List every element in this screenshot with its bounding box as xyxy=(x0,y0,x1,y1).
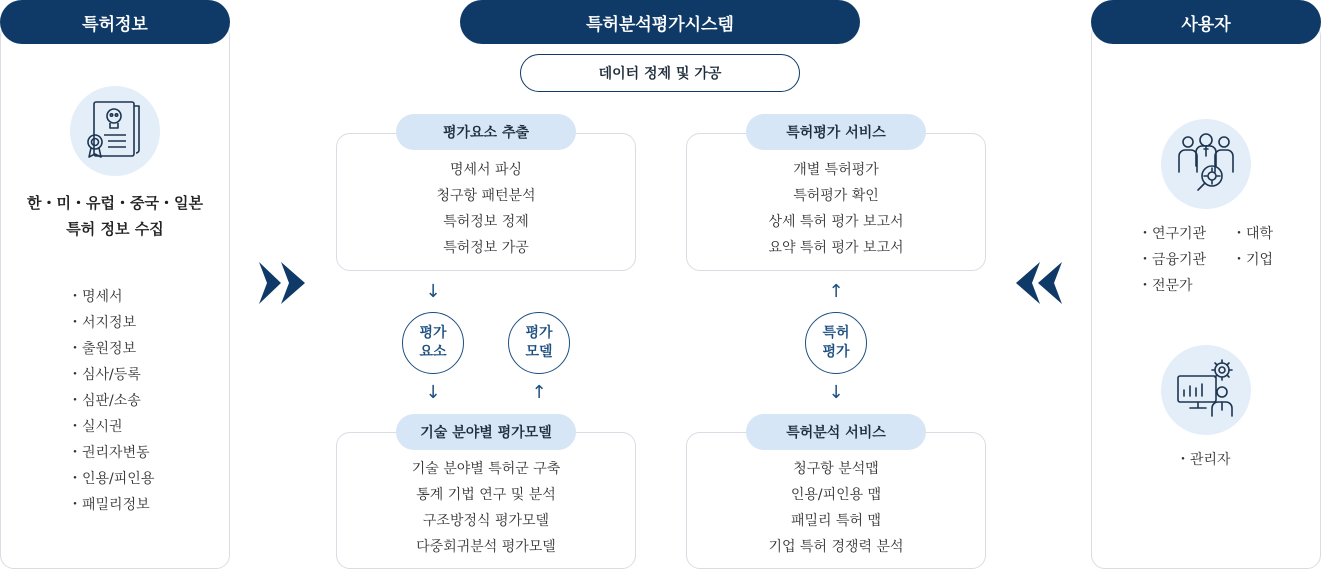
model-title: 기술 분야별 평가모델 xyxy=(396,414,576,450)
model-line: 기술 분야별 특허군 구축 xyxy=(411,461,561,477)
user-list-col-1 xyxy=(1138,221,1206,299)
analysis-service-line: 인용/피인용 맵 xyxy=(790,487,882,503)
eval-node xyxy=(805,312,867,374)
patent-info-list xyxy=(68,284,154,518)
list-item: ・기업 xyxy=(1232,252,1274,268)
analysis-service-line: 기업 특허 경쟁력 분석 xyxy=(768,539,904,555)
list-item: ・대학 xyxy=(1232,226,1274,242)
extract-line: 청구항 패턴분석 xyxy=(436,188,536,204)
analysis-service-line: 패밀리 특허 맵 xyxy=(790,513,882,529)
user-header: 사용자 xyxy=(1091,0,1321,44)
eval-service-line: 개별 특허평가 xyxy=(793,162,879,178)
eval-service-lines xyxy=(686,157,986,261)
arrow-down-icon: ↓ xyxy=(828,382,844,403)
arrow-up-icon: ↑ xyxy=(828,281,844,302)
patent-info-header: 특허정보 xyxy=(0,0,230,44)
eval-service-line: 요약 특허 평가 보고서 xyxy=(768,240,904,256)
admin-dashboard-icon xyxy=(1174,358,1238,420)
double-chevron-right-icon xyxy=(259,262,307,304)
certificate-icon xyxy=(84,98,146,162)
eval-service-line: 상세 특허 평가 보고서 xyxy=(768,214,904,230)
arrow-up-icon: ↑ xyxy=(531,382,547,403)
extract-line: 특허정보 가공 xyxy=(443,240,529,256)
list-item: ・출원정보 xyxy=(68,341,137,357)
eval-service-line: 특허평가 확인 xyxy=(793,188,879,204)
model-line: 구조방정식 평가모델 xyxy=(422,513,550,529)
list-item: ・권리자변동 xyxy=(68,445,150,461)
user-list-col-2 xyxy=(1232,221,1273,273)
list-item: ・금융기관 xyxy=(1138,252,1207,268)
model-line: 통계 기법 연구 및 분석 xyxy=(416,487,556,503)
elements-node xyxy=(402,312,464,374)
eval-node-line-2: 평가 xyxy=(822,344,850,360)
arrow-down-icon: ↓ xyxy=(425,382,441,403)
extract-lines xyxy=(336,157,636,261)
arrow-down-icon: ↓ xyxy=(425,281,441,302)
analysis-service-line: 청구항 분석맵 xyxy=(793,461,879,477)
list-item: ・명세서 xyxy=(68,289,123,305)
elements-node-line-2: 요소 xyxy=(419,344,447,360)
collect-text xyxy=(0,190,230,242)
model-node-line-1: 평가 xyxy=(525,325,553,341)
eval-service-title: 특허평가 서비스 xyxy=(746,114,926,150)
list-item: ・서지정보 xyxy=(68,315,137,331)
extract-line: 명세서 파싱 xyxy=(449,162,523,178)
elements-node-line-1: 평가 xyxy=(419,325,447,341)
users-analysis-icon xyxy=(1174,132,1238,194)
model-lines xyxy=(336,456,636,560)
extract-line: 특허정보 정제 xyxy=(443,214,529,230)
model-node-line-2: 모델 xyxy=(525,344,553,360)
list-item: ・전문가 xyxy=(1138,278,1193,294)
analysis-service-title: 특허분석 서비스 xyxy=(746,414,926,450)
list-item: ・인용/피인용 xyxy=(68,471,155,487)
extract-title: 평가요소 추출 xyxy=(396,114,576,150)
collect-line-2: 특허 정보 수집 xyxy=(66,220,164,238)
refine-pill: 데이터 정제 및 가공 xyxy=(520,54,800,92)
analysis-service-lines xyxy=(686,456,986,560)
model-node xyxy=(508,312,570,374)
system-header: 특허분석평가시스템 xyxy=(460,0,860,44)
list-item: ・심사/등록 xyxy=(68,367,141,383)
double-chevron-left-icon xyxy=(1014,262,1062,304)
list-item: ・실시권 xyxy=(68,419,123,435)
model-line: 다중회귀분석 평가모델 xyxy=(416,539,556,555)
list-item: ・연구기관 xyxy=(1138,226,1207,242)
admin-item: ・관리자 xyxy=(1176,452,1231,468)
list-item: ・패밀리정보 xyxy=(68,497,150,513)
collect-line-1: 한・미・유럽・중국・일본 xyxy=(27,194,203,212)
eval-node-line-1: 특허 xyxy=(822,325,850,341)
list-item: ・심판/소송 xyxy=(68,393,141,409)
